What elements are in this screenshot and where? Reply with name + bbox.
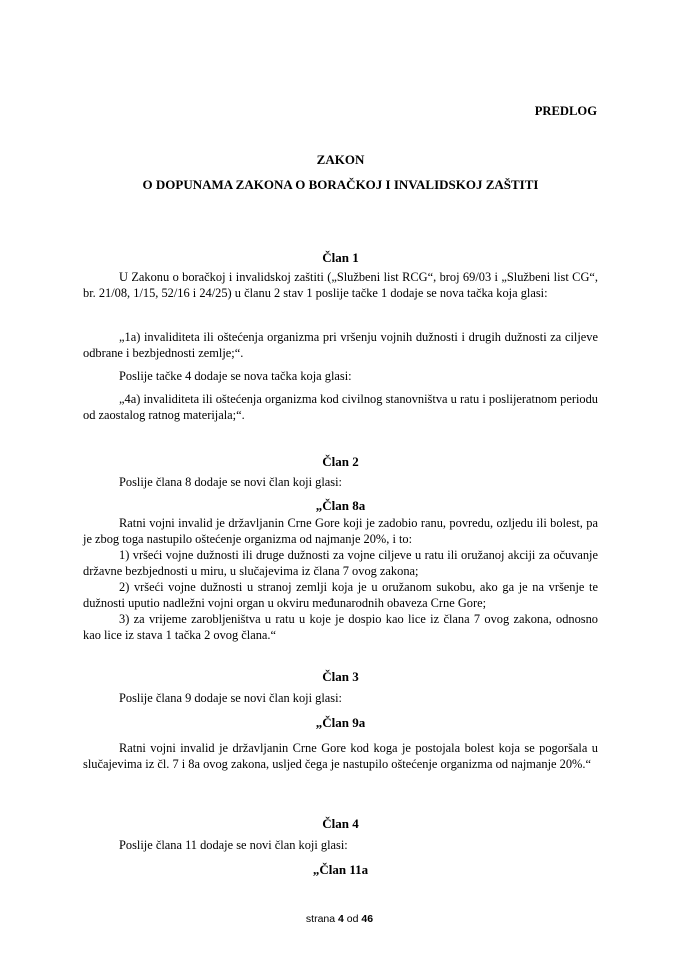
article-2-item-3: 3) za vrijeme zarobljeništva u ratu u koje je dospio kao lice iz člana 7 ovog zakona, odnosno kao lice iz stava 1 tačka 2 ovog člana.“: [83, 612, 598, 642]
article-1-paragraph-4: „4a) invaliditeta ili oštećenja organizma kod civilnog stanovništva u ratu i poslijeratnom periodu od zaostalog ratnog materijala;“.: [83, 392, 598, 422]
article-4-subheading: „Član 11a: [312, 862, 369, 877]
article-4-intro: Poslije člana 11 dodaje se novi član koji glasi:: [119, 838, 348, 852]
article-1-paragraph-1: U Zakonu o boračkoj i invalidskoj zaštiti („Službeni list RCG“, broj 69/03 i „Službeni list CG“, br. 21/08, 1/15, 52/16 i 24/25) u članu 2 stav 1 poslije tačke 1 dodaje se nova tačka koja glasi:: [83, 270, 598, 300]
article-4-heading: Član 4: [322, 816, 359, 831]
article-3-paragraph-1: Ratni vojni invalid je državljanin Crne Gore kod koga je postojala bolest koja se pogoršala u slučajevima iz čl. 7 i 8a ovog zakona, uslјed čega je nastupilo oštećenje organizma od najmanje 20%.“: [83, 741, 598, 771]
article-1-paragraph-2: „1a) invaliditeta ili oštećenja organizma pri vršenju vojnih dužnosti i drugih dužnosti za ciljeve odbrane i bezbjednosti zemlje;“.: [83, 330, 598, 360]
article-2-paragraph-1: Ratni vojni invalid je državljanin Crne Gore koji je zadobio ranu, povredu, ozljedu ili bolest, pa je zbog toga nastupilo oštećenje organizma od najmanje 20%, i to:: [83, 516, 598, 546]
proposal-label: PREDLOG: [534, 104, 597, 118]
page-footer: [0, 912, 679, 928]
article-1-paragraph-3: Poslije tačke 4 dodaje se nova tačka koja glasi:: [119, 369, 352, 383]
article-3-intro: Poslije člana 9 dodaje se novi član koji glasi:: [119, 691, 342, 705]
article-2-heading: Član 2: [322, 454, 359, 469]
article-3-heading: Član 3: [322, 669, 359, 684]
article-2-subheading: „Član 8a: [315, 498, 366, 513]
article-2-item-1: 1) vršeći vojne dužnosti ili druge dužnosti za vojne ciljeve u ratu ili oružanoj akciji za očuvanje državne bezbjednosti u miru, u slučajevima iz člana 7 ovog zakona;: [83, 548, 598, 578]
article-2-item-2: 2) vršeći vojne dužnosti u stranoj zemlji koja je u oružanom sukobu, ako ga je na vršenje te dužnosti uputio nadležni vojni organ u okviru međunarodnih obaveza Crne Gore;: [83, 580, 598, 610]
article-3-subheading: „Član 9a: [315, 715, 366, 730]
article-1-heading: Član 1: [322, 250, 359, 265]
article-2-intro: Poslije člana 8 dodaje se novi član koji glasi:: [119, 475, 342, 489]
page-total: 46: [361, 913, 374, 925]
law-subtitle: O DOPUNAMA ZAKONA O BORAČKOJ I INVALIDSKOJ ZAŠTITI: [142, 177, 539, 192]
page-number: 4: [338, 913, 344, 925]
law-title: ZAKON: [316, 152, 365, 167]
footer-middle: od: [343, 913, 362, 925]
footer-prefix: strana: [305, 913, 339, 925]
